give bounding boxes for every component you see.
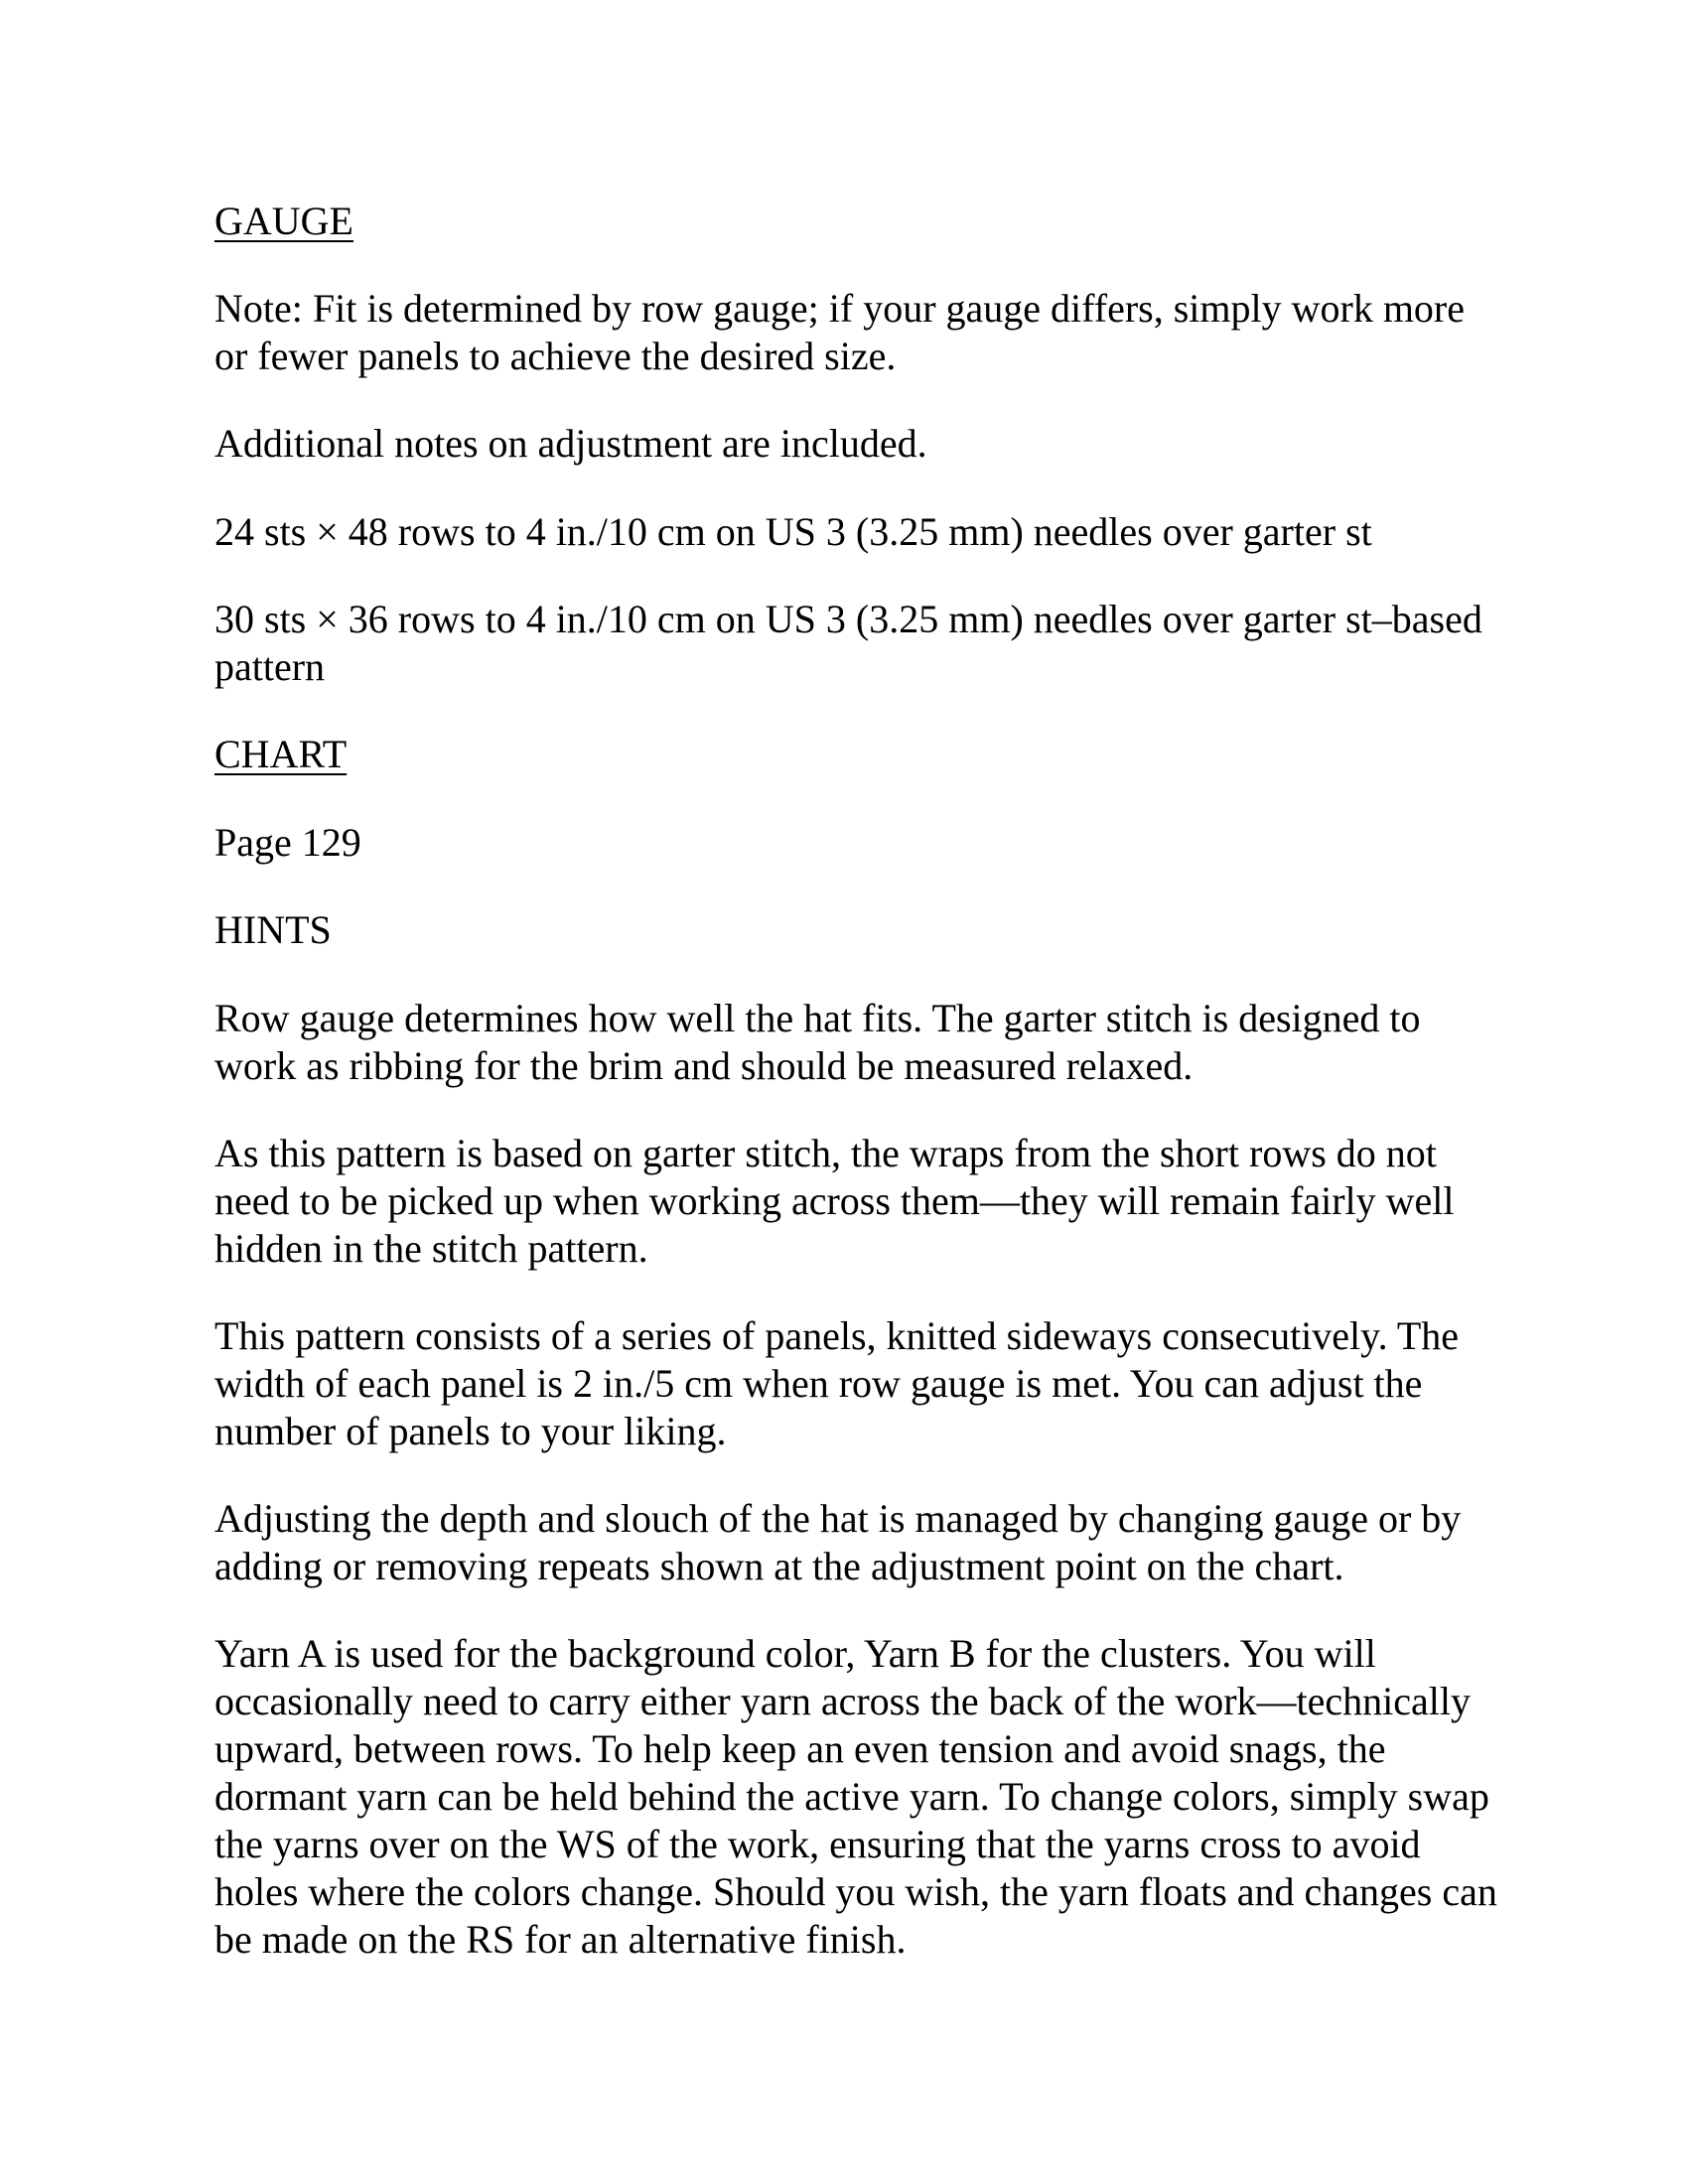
hints-heading: HINTS (214, 907, 332, 952)
hint-paragraph: Row gauge determines how well the hat fits. The garter stitch is designed to work as ribbing for the brim and should be measured relaxed. (214, 996, 1421, 1088)
hint-paragraph: This pattern consists of a series of panels, knitted sideways consecutively. The width of each panel is 2 in./5 cm when row gauge is met. You can adjust the number of panels to your liking. (214, 1313, 1460, 1453)
gauge-note: Note: Fit is determined by row gauge; if your gauge differs, simply work more or fewer panels to achieve the desired size. (214, 286, 1466, 378)
chart-heading: CHART (214, 732, 348, 776)
chart-page-reference: Page 129 (214, 820, 361, 865)
gauge-spec-pattern: 30 sts × 36 rows to 4 in./10 cm on US 3 (3.25 mm) needles over garter st–based pattern (214, 597, 1482, 689)
gauge-spec-garter: 24 sts × 48 rows to 4 in./10 cm on US 3 (3.25 mm) needles over garter st (214, 509, 1372, 554)
gauge-heading: GAUGE (214, 199, 353, 243)
hint-paragraph: Yarn A is used for the background color, Yarn B for the clusters. You will occasionally need to carry either yarn across the back of the work—technically upward, between rows. To help keep an even tension and avoid snags, the dormant yarn can be held behind the active yarn. To change colors, simply swap the yarns over on the WS of the work, ensuring that the yarns cross to avoid holes where the colors change. Should you wish, the yarn floats and changes can be made on the RS for an alternative finish. (214, 1631, 1497, 1962)
gauge-additional-note: Additional notes on adjustment are included. (214, 421, 927, 466)
hint-paragraph: Adjusting the depth and slouch of the hat is managed by changing gauge or by adding or removing repeats shown at the adjustment point on the chart. (214, 1496, 1462, 1588)
hint-paragraph: As this pattern is based on garter stitch, the wraps from the short rows do not need to be picked up when working across them—they will remain fairly well hidden in the stitch pattern. (214, 1131, 1455, 1271)
